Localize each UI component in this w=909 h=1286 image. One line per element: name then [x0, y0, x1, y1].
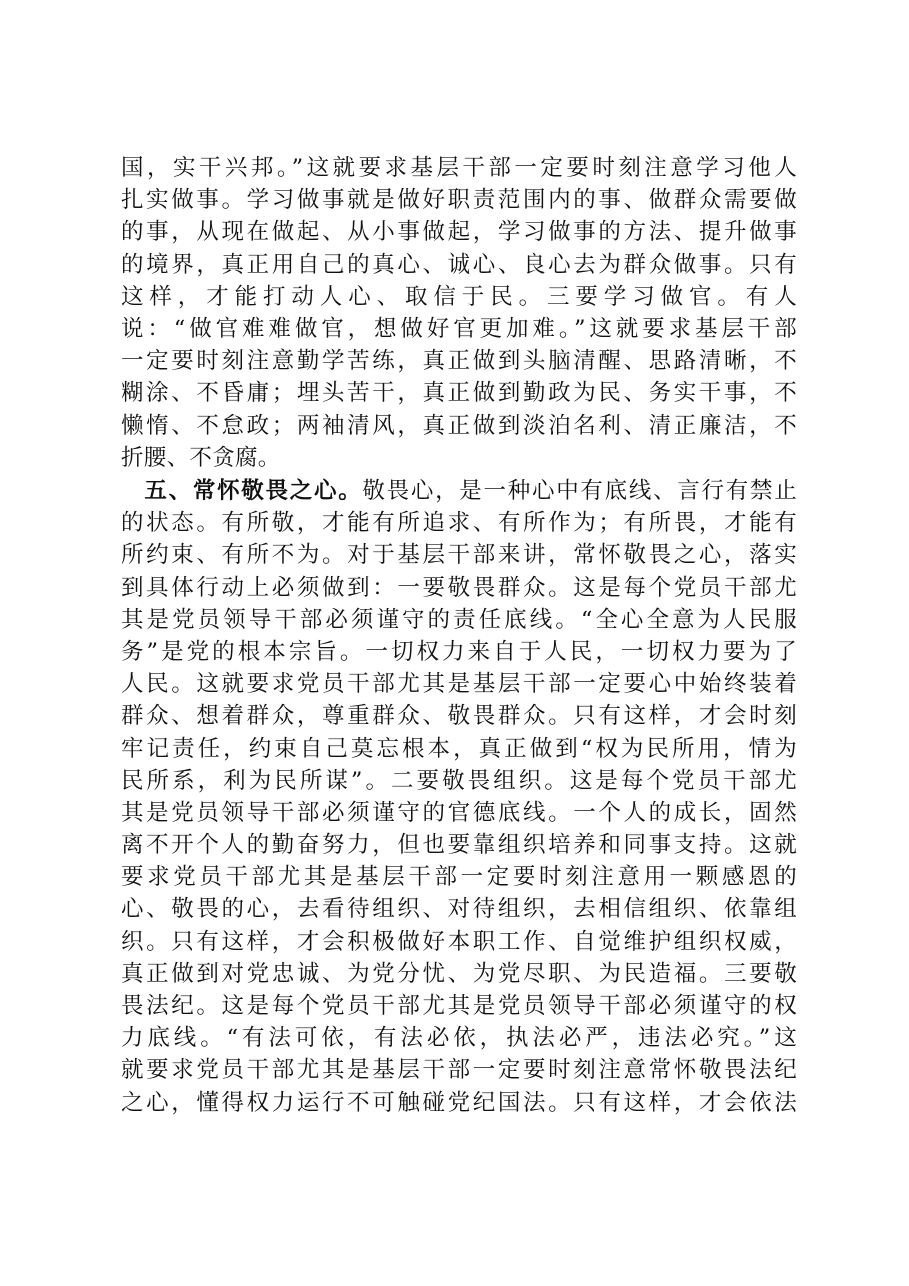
text-line: 所约束、有所不为。对于基层干部来讲，常怀敬畏之心，落实: [121, 542, 797, 569]
text-line: 力底线。“有法可依，有法必依，执法必严，违法必究。”这: [121, 1025, 797, 1052]
text-line: 人民。这就要求党员干部尤其是基层干部一定要心中始终装着: [121, 671, 797, 698]
text-line: 群众、想着群众，尊重群众、敬畏群众。只有这样，才会时刻: [121, 703, 797, 730]
text-line: 其是党员领导干部必须谨守的官德底线。一个人的成长，固然: [121, 799, 797, 826]
paragraph-study: [121, 152, 797, 474]
text-line: 扎实做事。学习做事就是做好职责范围内的事、做群众需要做: [121, 187, 797, 214]
text-line: 牢记责任，约束自己莫忘根本，真正做到“权为民所用，情为: [121, 735, 797, 762]
text-line: 懒惰、不怠政；两袖清风，真正做到淡泊名利、清正廉洁，不: [121, 412, 797, 439]
text-line: 其是党员领导干部必须谨守的责任底线。“全心全意为人民服: [121, 606, 797, 633]
text-line: 离不开个人的勤奋努力，但也要靠组织培养和同事支持。这就: [121, 832, 797, 859]
text-line: 要求党员干部尤其是基层干部一定要时刻注意用一颗感恩的: [121, 864, 797, 891]
text-line: 畏法纪。这是每个党员干部尤其是党员领导干部必须谨守的权: [121, 993, 797, 1019]
text-line: 真正做到对党忠诚、为党分忧、为党尽职、为民造福。三要敬: [121, 960, 797, 987]
text-line: 说：“做官难难做官，想做好官更加难。”这就要求基层干部: [121, 315, 797, 342]
text-line: 织。只有这样，才会积极做好本职工作、自觉维护组织权威，: [121, 928, 797, 955]
text-line: 民所系，利为民所谋”。二要敬畏组织。这是每个党员干部尤: [121, 767, 797, 794]
text-line: 心、敬畏的心，去看待组织、对待组织，去相信组织、依靠组: [121, 896, 797, 923]
paragraph-reverence: [121, 475, 797, 1119]
paragraph-first-line: [121, 475, 797, 507]
text-line: 之心，懂得权力运行不可触碰党纪国法。只有这样，才会依法: [121, 1089, 797, 1116]
text-line: 就要求党员干部尤其是基层干部一定要时刻注意常怀敬畏法纪: [121, 1057, 797, 1084]
text-line: 的境界，真正用自己的真心、诚心、良心去为群众做事。只有: [121, 251, 797, 278]
text-line: 糊涂、不昏庸；埋头苦干，真正做到勤政为民、务实干事，不: [121, 380, 797, 407]
text-line: 折腰、不贪腐。: [121, 444, 281, 471]
text-run: 敬畏心，是一种心中有底线、言行有禁止: [362, 478, 797, 504]
text-line: 的事，从现在做起、从小事做起，学习做事的方法、提升做事: [121, 219, 797, 246]
text-line: 到具体行动上必须做到：一要敬畏群众。这是每个党员干部尤: [121, 574, 797, 601]
text-line: 务”是党的根本宗旨。一切权力来自于人民，一切权力要为了: [121, 638, 797, 665]
text-line: 这样，才能打动人心、取信于民。三要学习做官。有人: [121, 283, 797, 310]
section-heading: 五、常怀敬畏之心。: [143, 478, 363, 504]
text-line: 国，实干兴邦。”这就要求基层干部一定要时刻注意学习他人: [121, 155, 797, 181]
text-line: 的状态。有所敬，才能有所追求、有所作为；有所畏，才能有: [121, 510, 797, 537]
text-line: 一定要时刻注意勤学苦练，真正做到头脑清醒、思路清晰，不: [121, 348, 797, 375]
